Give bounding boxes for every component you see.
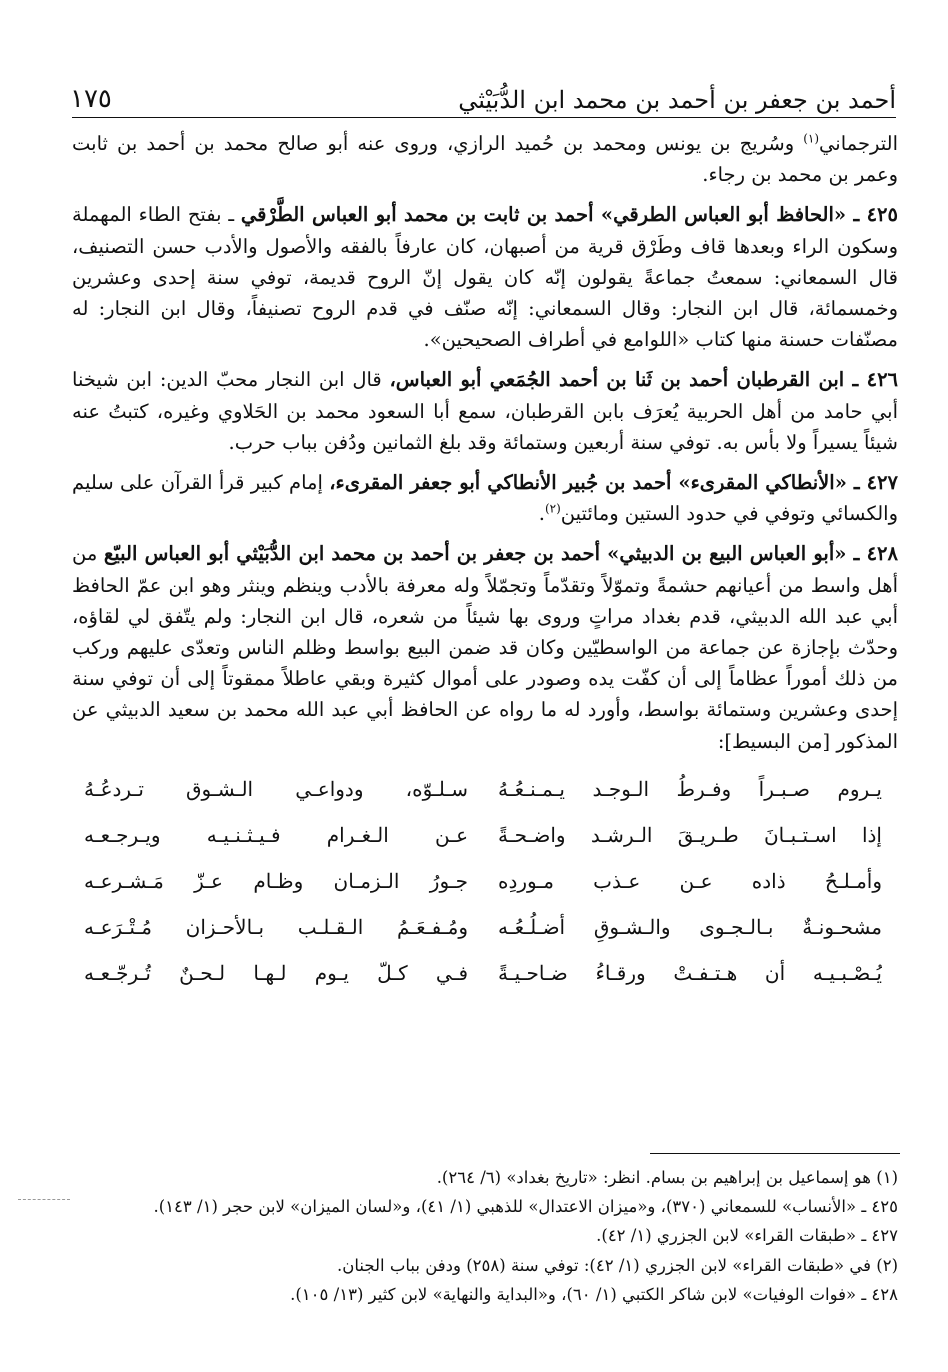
entry-number: ٤٢٨ ـ: [846, 542, 898, 566]
scan-mark: [18, 1199, 70, 1200]
poem-hemistich-first: يُـصْـبـيـه أن هـتـفـتْ ورقـاءُ ضـاحـيـةً: [498, 960, 882, 985]
entry-end: .: [538, 502, 545, 526]
poem: [84, 766, 882, 996]
footnote-item: ٤٢٥ ـ «الأنساب» للسمعاني (٣٧٠)، و«ميزان الاعتدال» للذهبي (١/ ٤١)، و«لسان الميزان» لابن حجر (١/ ١٤٣).: [153, 1197, 898, 1217]
main-text: [72, 128, 898, 996]
poem-hemistich-first: مشحـونـةٌ بـالـجـوى والـشـوقِ أضـلُـعُـه: [498, 914, 882, 939]
entry-427: [72, 467, 898, 529]
entry-number: ٤٢٧ ـ: [846, 471, 898, 495]
footnote-item: (٢) في «طبقات القراء» لابن الجزري (١/ ٤٢): توفي سنة (٢٥٨) ودفن بباب الجنان.: [336, 1255, 898, 1275]
footnote-rule: [650, 1153, 900, 1154]
footnote-item: (١) هو إسماعيل بن إبراهيم بن بسام. انظر: «تاريخ بغداد» (٦/ ٢٦٤).: [436, 1168, 898, 1187]
text-span: الترجماني: [819, 132, 898, 155]
footnote-item: ٤٢٧ ـ «طبقات القراء» لابن الجزري (١/ ٤٢).: [596, 1226, 898, 1246]
entry-body: قال ابن النجار محبّ الدين: ابن شيخنا أبي حامد من أهل الحربية يُعرَف بابن القرطبان، سمع أبا السعود محمد بن الحَلاوي وغيره، كتبتُ عنه شيئاً يسيراً ولا بأس به. توفي سنة أربعين وستمائة وقد بلغ الثمانين ودُفن بباب حرب.: [72, 368, 898, 454]
poem-hemistich-second: جـورُ الـزمـان وظـام عـزّ مَـشـرعـه: [84, 868, 468, 893]
entry-body: إمام كبير قرأ القرآن على سليم والكسائي وتوفي في حدود الستين ومائتين: [72, 471, 898, 526]
entry-heading: «الحافظ أبو العباس الطرقي» أحمد بن ثابت بن محمد أبو العباس الطَّرْقي: [240, 203, 847, 227]
footnote-ref-1: (١): [803, 131, 820, 146]
poem-hemistich-second: سـلـوّه، ودواعـي الـشـوق تـردعُـهُ: [84, 776, 468, 801]
poem-hemistich-second: ومُـفـعَـمُ الـقـلـب بـالأحـزان مُـتْـرَعـه: [84, 914, 468, 939]
text-span: وسُريج بن يونس ومحمد بن حُميد الرازي، وروى عنه أبو صالح محمد بن أحمد بن ثابت وعمر بن محمد بن رجاء.: [72, 132, 898, 187]
running-header: [70, 58, 896, 114]
poem-hemistich-second: فـي كـلّ يـوم لـهـا لـحـنٌ تُـرجّـعـه: [84, 960, 468, 985]
entry-425: [72, 199, 898, 355]
footnotes: [66, 1163, 898, 1309]
header-rule: [72, 117, 896, 118]
poem-hemistich-first: وأمـلـحُ ذاده عـن عـذب مـوردِه: [498, 868, 882, 893]
poem-hemistich-first: يـروم صـبـراً وفـرطُ الـوجـد يـمـنـعُـهُ: [498, 776, 882, 801]
entry-428: [72, 538, 898, 756]
footnote-item: ٤٢٨ ـ «فوات الوفيات» لابن شاكر الكتبي (١/ ٦٠)، و«البداية والنهاية» لابن كثير (١٣/ ١٠٥).: [290, 1284, 898, 1304]
entry-body: من أهل واسط من أعيانهم حشمةً وتموّلاً وتقدّماً وتجمّلاً وله معرفة بالأدب وينظم وينثر وهو ابن عمّ الحافظ أبي عبد الله الدبيثي، قدم بغداد مراتٍ وروى بها شيئاً من شعره، قال ابن النجار: ولم يتّفق لي لقاؤه، وحدّث بإجازة عن جماعة من الواسطيّين وكان قد ضمن البيع بواسط وظلم الناس وتعدّى عليهم وركب من ذلك أموراً عظاماً إلى أن كفّت يده وصودر على أموال كثيرة وبقي عاطلاً ممقوتاً إلى أن توفي سنة إحدى وعشرين وستمائة بواسط، وأورد له ما رواه عن الحافظ أبي عبد الله محمد بن سعيد الدبيثي عن المذكور [من البسيط]:: [72, 542, 898, 753]
entry-426: [72, 364, 898, 458]
running-title: أحمد بن جعفر بن أحمد بن محمد ابن الدُّبَيْثي: [458, 86, 896, 114]
paragraph-continuation: [72, 128, 898, 190]
footnote-ref-2: (٢): [544, 501, 561, 516]
entry-body: ـ بفتح الطاء المهملة وسكون الراء وبعدها قاف وطَرْق قرية من أصبهان، كان عارفاً بالفقه والأصول والأدب حسن التصنيف، قال السمعاني: سمعتُ جماعةً يقولون إنّه كان يقول إنّ الروح قديمة، توفي سنة إحدى وعشرين وخمسمائة، قال ابن النجار: وقال السمعاني: إنّه صنّف في قدم الروح تصنيفاً، وقال ابن النجار: له مصنّفات حسنة منها كتاب «اللوامع في أطراف الصحيحين».: [72, 203, 898, 352]
page-number: ١٧٥: [70, 84, 112, 114]
entry-heading: «الأنطاكي المقرىء» أحمد بن جُبير الأنطاكي أبو جعفر المقرىء،: [329, 471, 847, 495]
entry-heading: «أبو العباس البيع بن الدبيثي» أحمد بن جعفر بن أحمد بن محمد ابن الدُّبَيْثي أبو العباس البيّع: [103, 542, 847, 566]
poem-hemistich-first: إذا اسـتـبـانَ طـريـقَ الـرشـد واضـحـةً: [498, 822, 882, 847]
entry-number: ٤٢٦ ـ: [844, 368, 899, 392]
entry-number: ٤٢٥ ـ: [846, 203, 898, 227]
entry-heading: ابن القرطبان أحمد بن ثَنا بن أحمد الجُمَعي أبو العباس،: [389, 368, 845, 392]
poem-hemistich-second: عـن الـغـرام فـيـثـنـيـه ويـرجـعـه: [84, 822, 468, 847]
